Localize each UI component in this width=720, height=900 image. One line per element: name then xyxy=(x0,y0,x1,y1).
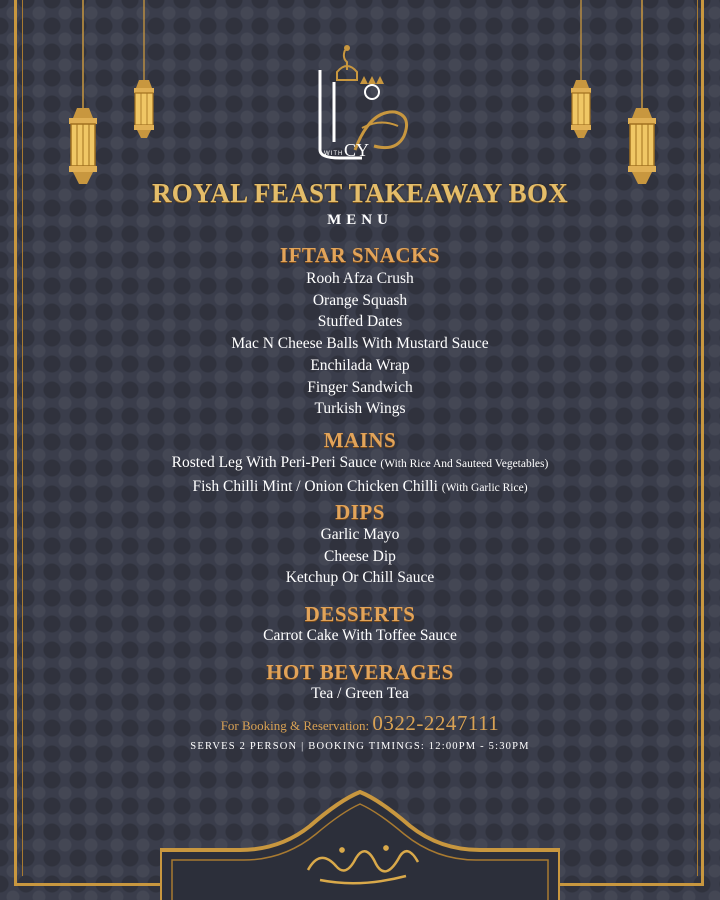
serves-info: SERVES 2 PERSON | BOOKING TIMINGS: 12:00PM - 5:30PM xyxy=(190,741,530,752)
section-items-dips xyxy=(0,524,720,589)
section-items-desserts xyxy=(0,625,720,647)
menu-item: Orange Squash xyxy=(312,291,408,309)
menu-item: Cheese Dip xyxy=(324,547,396,565)
menu-item-name: Fish Chilli Mint / Onion Chicken Chilli xyxy=(192,477,438,495)
menu-item: Tea / Green Tea xyxy=(311,685,409,702)
logo-label: CY xyxy=(344,140,370,160)
menu-item: Finger Sandwich xyxy=(307,378,413,396)
section-title-dips: DIPS xyxy=(335,500,385,524)
section-title-hot-beverages: HOT BEVERAGES xyxy=(266,660,454,684)
booking-label: For Booking & Reservation: xyxy=(220,718,370,733)
lantern-icon xyxy=(566,0,596,140)
arch-ornament-icon xyxy=(160,788,560,900)
booking-line xyxy=(0,711,720,736)
page-title: ROYAL FEAST TAKEAWAY BOX xyxy=(151,178,569,208)
menu-item: Carrot Cake With Toffee Sauce xyxy=(263,627,457,644)
menu-item: Mac N Cheese Balls With Mustard Sauce xyxy=(231,335,489,353)
lantern-icon xyxy=(129,0,159,140)
menu-item xyxy=(0,476,720,500)
menu-item xyxy=(0,452,720,476)
menu-item: Enchilada Wrap xyxy=(310,356,410,374)
lantern-icon xyxy=(63,0,103,190)
menu-item-note: (With Rice And Sauteed Vegetables) xyxy=(380,458,549,470)
menu-item: Stuffed Dates xyxy=(317,313,403,331)
menu-item-note: (With Garlic Rice) xyxy=(441,481,528,494)
menu-item: Rooh Afza Crush xyxy=(306,270,414,287)
lantern-icon xyxy=(622,0,662,190)
section-title-mains: MAINS xyxy=(323,428,397,452)
section-items-mains xyxy=(0,452,720,499)
booking-phone[interactable]: 0322-2247111 xyxy=(372,711,500,735)
section-items-iftar-snacks xyxy=(0,268,720,420)
section-title-desserts: DESSERTS xyxy=(304,602,416,626)
menu-subtitle: MENU xyxy=(327,212,393,228)
menu-item: Turkish Wings xyxy=(314,400,406,418)
menu-item: Ketchup Or Chill Sauce xyxy=(285,569,435,587)
logo-sub-label: WITH xyxy=(324,151,344,157)
section-items-hot-beverages xyxy=(0,683,720,705)
section-title-iftar-snacks: IFTAR SNACKS xyxy=(279,243,441,267)
menu-item-name: Rosted Leg With Peri-Peri Sauce xyxy=(171,454,377,471)
menu-item: Garlic Mayo xyxy=(320,526,400,543)
